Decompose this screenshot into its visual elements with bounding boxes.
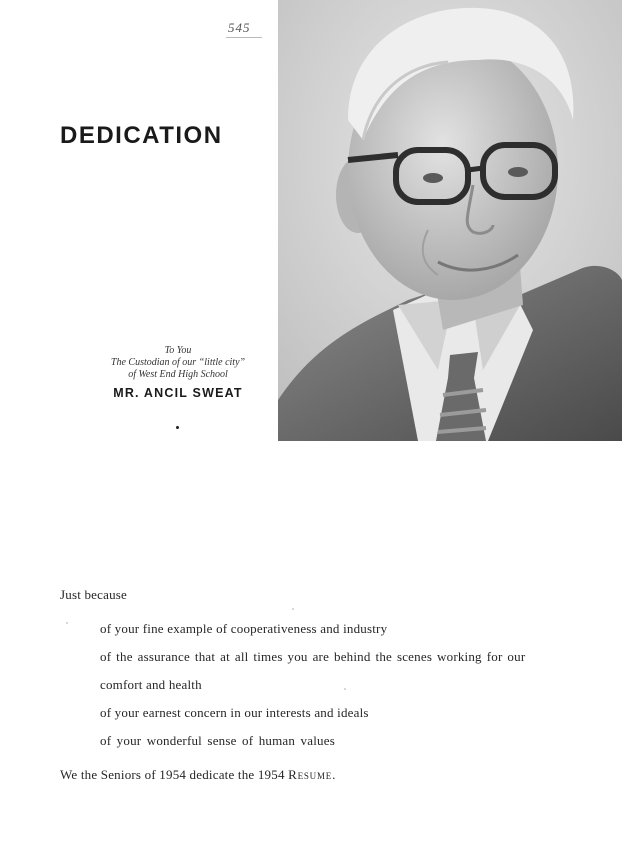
closing-period: .: [332, 767, 336, 782]
dedication-reason: of your fine example of cooperativeness and industry: [100, 621, 388, 636]
yearbook-name: Resume: [288, 767, 333, 782]
closing-text: We the Seniors of 1954 dedicate the 1954: [60, 767, 289, 782]
honoree-name: MR. ANCIL SWEAT: [113, 386, 243, 400]
page-number: 545: [228, 20, 251, 35]
dedication-reason: comfort and health: [100, 677, 202, 692]
tribute-line: The Custodian of our “little city”: [110, 357, 246, 368]
page-title: DEDICATION: [60, 122, 223, 149]
paper-speck: [292, 608, 294, 610]
dedication-reason: of your wonderful sense of human values: [100, 733, 335, 748]
dedication-closing: [60, 767, 336, 783]
paper-speck: [344, 688, 346, 690]
dedication-lead: Just because: [60, 587, 128, 602]
tribute-line: To You: [164, 345, 192, 356]
dedication-reason: of your earnest concern in our interests and ideals: [100, 705, 369, 720]
dedication-reason: of the assurance that at all times you are behind the scenes working for our: [100, 649, 526, 664]
tribute-line: of West End High School: [128, 369, 228, 380]
paper-speck: [66, 622, 68, 624]
